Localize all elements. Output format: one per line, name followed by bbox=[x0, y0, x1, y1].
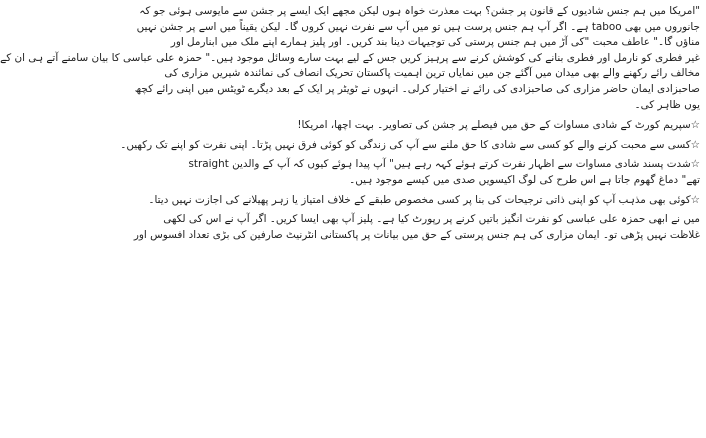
text-line: ☆کوئی بھی مذہب آپ کو اپنی ذاتی ترجیحات کی بنا پر کسی مخصوص طبقے کے خلاف امتیاز یا زہر پھیلانے کی اجازت نہیں دیتا۔ bbox=[148, 193, 700, 206]
tweet-paragraph bbox=[148, 193, 700, 209]
text-line: ☆کسی سے محبت کرنے والے کو کسی سے شادی کا حق ملنے سے آپ کی زندگی کو کوئی فرق نہیں پڑتا۔ اپنی نفرت کو اپنے تک رکھیں۔ bbox=[120, 138, 700, 151]
tweet-paragraph bbox=[120, 138, 700, 154]
text-line: تھے" دماغ گھوم جاتا ہے اس طرح کی لوگ اکیسویں صدی میں کیسے موجود ہیں۔ bbox=[349, 173, 700, 186]
tweet-paragraph bbox=[262, 118, 700, 134]
text-line: صاحبزادی ایمان حاضر مزاری کی صاحبزادی کی رائے نے اختیار کرلی۔ انہوں نے ٹویٹر پر ایک کے بعد دیگرے ٹویٹس میں اپنی رائے کچھ bbox=[134, 82, 700, 95]
text-line: "امریکا میں ہم جنس شادیوں کے قانون پر جشن؟ بہت معذرت خواہ ہوں لیکن مجھے ایک ایسے پر جشن سے مایوسی ہوئی جو کہ bbox=[139, 5, 700, 17]
tweet-paragraph bbox=[188, 157, 700, 188]
text-line: غلاظت نہیں پڑھی تو۔ ایمان مزاری کی ہم جنس پرستی کے حق میں بیانات پر پاکستانی انٹرنیٹ صارفین کی بڑی تعداد افسوس اور bbox=[133, 228, 700, 241]
text-line: مخالف رائے رکھنے والے بھی میدان میں آگئے جن میں نمایاں ترین اہمیت پاکستان تحریک انصاف کی نمائندہ شیریں مزاری کی bbox=[164, 67, 700, 80]
text-line: مناؤں گا۔" عاطف محبت "کی آڑ میں ہم جنس پرستی کی توجیہات دینا بند کریں۔ اور پلیز ہمارے اپنے ملک میں ابنارمل اور bbox=[170, 36, 700, 49]
text-line: ☆شدت پسند شادی مساوات سے اظہار نفرت کرتے ہوئے کہہ رہے ہیں" آپ پیدا ہوئے کیوں کہ آپ کے والدین straight bbox=[188, 158, 700, 171]
text-line: ☆سپریم کورٹ کے شادی مساوات کے حق میں فیصلے پر جشن کی تصاویر۔ بہت اچھا، امریکا! bbox=[297, 119, 700, 132]
text-line: میں نے ابھی حمزہ علی عباسی کو نفرت انگیز باتیں کرنے پر رپورٹ کیا ہے۔ پلیز آپ بھی ایسا کریں۔ اگر آپ نے اس کی لکھی bbox=[163, 213, 700, 226]
text-line: جانوروں میں بھی taboo ہے۔ اگر آپ ہم جنس پرست ہیں تو میں آپ سے نفرت نہیں کروں گا۔ لیکن یقیناً میں اسے پر جشن نہیں bbox=[136, 20, 700, 33]
text-line: غیر فطری کو نارمل اور فطری بنانے کی کوشش کرنے سے پرہیز کریں جس کے لیے بہت سارے وسائل موجود ہیں۔" حمزہ علی عباسی کا بیان سامنے آتے ہی ان کے bbox=[0, 51, 700, 64]
closing-paragraph bbox=[133, 212, 700, 243]
text-line: یوں ظاہر کی۔ bbox=[634, 98, 700, 111]
intro-paragraph bbox=[0, 4, 700, 113]
